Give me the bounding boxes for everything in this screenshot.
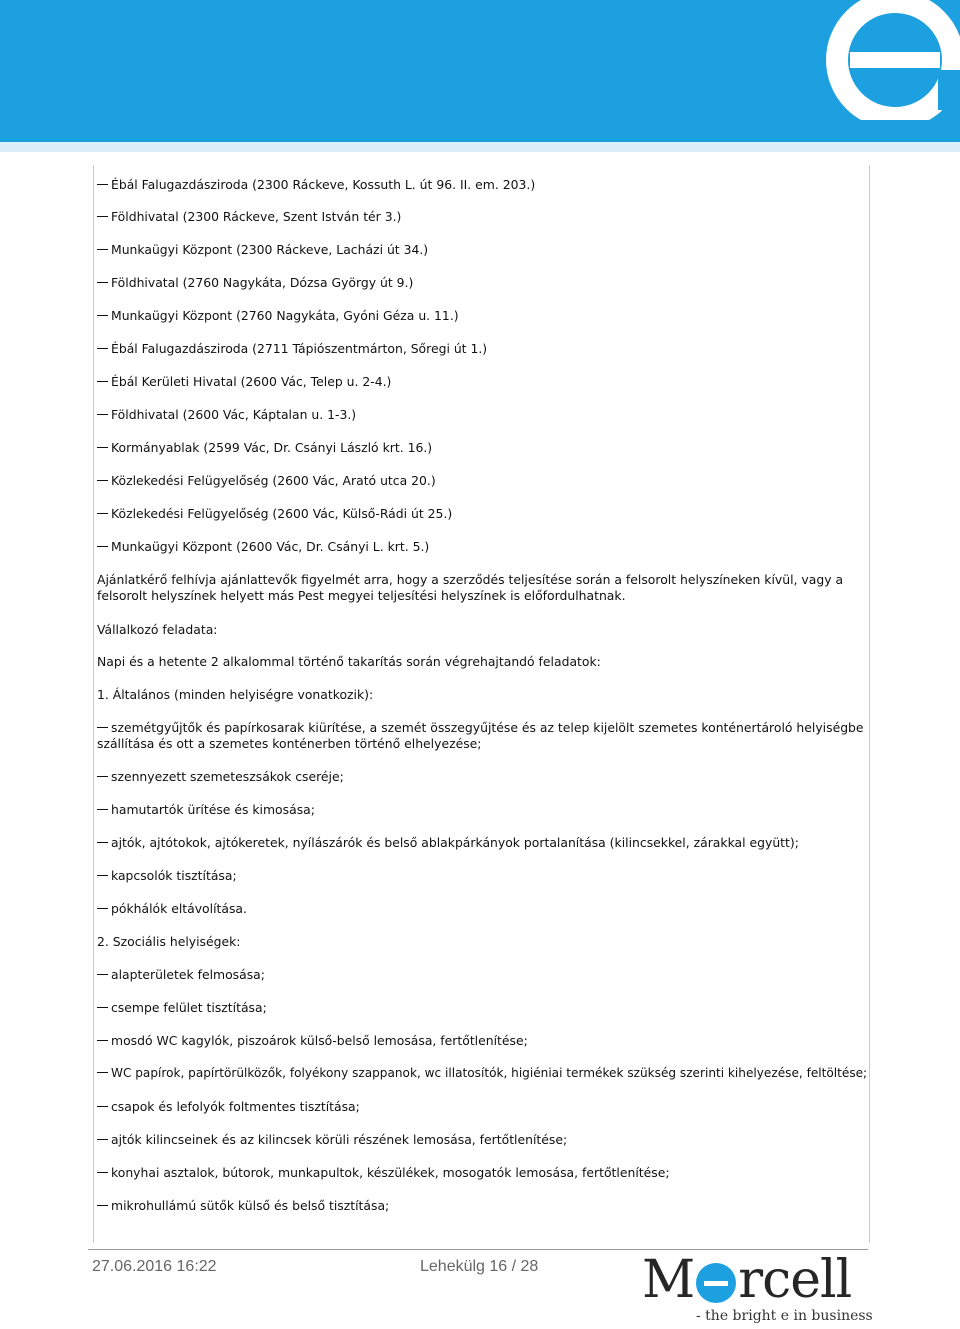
list-item: szemétgyűjtők és papírkosarak kiürítése, a szemét összegyűjtése és az telep kijelölt szemetes konténertároló helyiségbe szállítása és ott a szemetes konténerben történő elhelyezése; bbox=[97, 720, 864, 751]
list-item: alapterületek felmosása; bbox=[97, 967, 265, 982]
list-item: Közlekedési Felügyelőség (2600 Vác, Arató utca 20.) bbox=[97, 473, 436, 488]
list-item: konyhai asztalok, bútorok, munkapultok, készülékek, mosogatók lemosása, fertőtlenítése; bbox=[97, 1165, 670, 1180]
list-item: Földhivatal (2760 Nagykáta, Dózsa György út 9.) bbox=[97, 275, 413, 290]
list-item: Munkaügyi Központ (2600 Vác, Dr. Csányi L. krt. 5.) bbox=[97, 539, 429, 554]
list-item: Munkaügyi Központ (2760 Nagykáta, Gyóni Géza u. 11.) bbox=[97, 308, 459, 323]
footer-datetime: 27.06.2016 16:22 bbox=[92, 1258, 217, 1275]
list-item: Közlekedési Felügyelőség (2600 Vác, Külső-Rádi út 25.) bbox=[97, 506, 452, 521]
logo-e-icon bbox=[696, 1263, 736, 1303]
list-item: Földhivatal (2600 Vác, Káptalan u. 1-3.) bbox=[97, 407, 356, 422]
header-band bbox=[0, 0, 960, 152]
task-heading: Vállalkozó feladata: bbox=[97, 622, 218, 637]
logo-tagline: - the bright e in business bbox=[696, 1308, 873, 1324]
list-item: pókhálók eltávolítása. bbox=[97, 901, 247, 916]
list-item: hamutartók ürítése és kimosása; bbox=[97, 802, 315, 817]
list-item: csempe felület tisztítása; bbox=[97, 1000, 267, 1015]
content-frame bbox=[93, 165, 870, 1243]
marcell-logo: M rcell - the bright e in business bbox=[642, 1250, 873, 1324]
list-item: Kormányablak (2599 Vác, Dr. Csányi László krt. 16.) bbox=[97, 440, 432, 455]
footer-page-number: Lehekülg 16 / 28 bbox=[420, 1258, 539, 1275]
list-item: WC papírok, papírtörülközők, folyékony szappanok, wc illatosítók, higiéniai termékek szükség szerinti kihelyezése, feltöltése; bbox=[97, 1066, 867, 1081]
list-item: szennyezett szemeteszsákok cseréje; bbox=[97, 769, 344, 784]
list-item: Ébál Falugazdásziroda (2711 Tápiószentmárton, Sőregi út 1.) bbox=[97, 341, 487, 356]
list-item: Ébál Kerületi Hivatal (2600 Vác, Telep u. 2-4.) bbox=[97, 374, 391, 389]
intro-paragraph: Ajánlatkérő felhívja ajánlattevők figyelmét arra, hogy a szerződés teljesítése során a felsorolt helyszíneken kívül, vagy a felsorolt helyszínek helyett más Pest megyei teljesítési helyszínek is előfordulhatnak. bbox=[97, 572, 844, 603]
task-subheading: Napi és a hetente 2 alkalommal történő takarítás során végrehajtandó feladatok: bbox=[97, 654, 601, 669]
brand-e-icon bbox=[820, 0, 960, 120]
section-heading-social: 2. Szociális helyiségek: bbox=[97, 934, 241, 949]
list-item: ajtók kilincseinek és az kilincsek körüli részének lemosása, fertőtlenítése; bbox=[97, 1132, 567, 1147]
list-item: mosdó WC kagylók, piszoárok külső-belső lemosása, fertőtlenítése; bbox=[97, 1033, 528, 1048]
list-item: ajtók, ajtótokok, ajtókeretek, nyílászárók és belső ablakpárkányok portalanítása (kilincsekkel, zárakkal együtt); bbox=[97, 835, 799, 850]
list-item: kapcsolók tisztítása; bbox=[97, 868, 237, 883]
list-item: Ébál Falugazdásziroda (2300 Ráckeve, Kossuth L. út 96. II. em. 203.) bbox=[97, 177, 535, 192]
list-item: csapok és lefolyók foltmentes tisztítása; bbox=[97, 1099, 360, 1114]
list-item: Munkaügyi Központ (2300 Ráckeve, Lacházi út 34.) bbox=[97, 242, 428, 257]
list-item: Földhivatal (2300 Ráckeve, Szent István tér 3.) bbox=[97, 209, 401, 224]
section-heading-general: 1. Általános (minden helyiségre vonatkozik): bbox=[97, 687, 374, 702]
list-item: mikrohullámú sütők külső és belső tisztítása; bbox=[97, 1198, 389, 1213]
